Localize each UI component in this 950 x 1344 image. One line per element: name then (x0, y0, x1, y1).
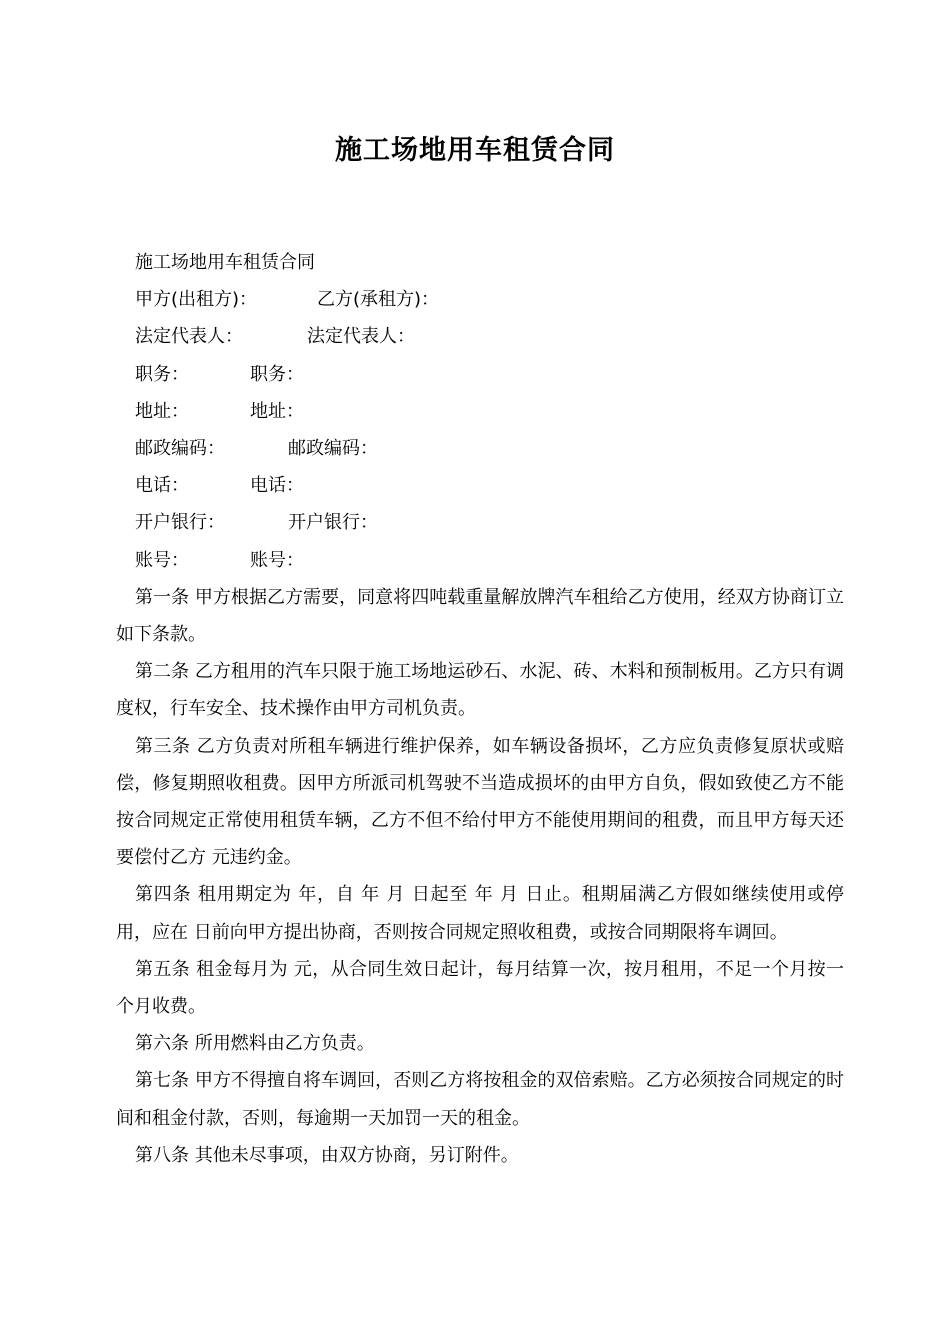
lessee-label: 乙方(承租方)： (317, 289, 440, 311)
lessee-position-label: 职务： (250, 363, 304, 385)
lessee-postcode-label: 邮政编码： (288, 438, 378, 460)
party-line-address (116, 393, 844, 430)
article-1: 第一条 甲方根据乙方需要，同意将四吨载重量解放牌汽车租给乙方使用，经双方协商订立如下条款。 (116, 586, 844, 646)
lessee-account-label: 账号： (250, 549, 304, 571)
article-5: 第五条 租金每月为 元，从合同生效日起计，每月结算一次，按月租用，不足一个月按一个月收费。 (116, 958, 844, 1018)
lessor-address-label: 地址： (135, 400, 189, 422)
party-line-bank (116, 504, 844, 541)
party-line-legal-rep (116, 318, 844, 355)
party-line-postcode (116, 430, 844, 467)
lessor-bank-label: 开户银行： (135, 512, 225, 534)
party-line-lessor-lessee (116, 281, 844, 318)
article-7: 第七条 甲方不得擅自将车调回，否则乙方将按租金的双倍索赔。乙方必须按合同规定的时间和租金付款，否则，每逾期一天加罚一天的租金。 (116, 1070, 844, 1129)
party-line-account (116, 542, 844, 579)
lessor-label: 甲方(出租方)： (135, 289, 258, 311)
article-8: 第八条 其他未尽事项，由双方协商，另订附件。 (135, 1144, 519, 1166)
article-2: 第二条 乙方租用的汽车只限于施工场地运砂石、水泥、砖、木料和预制板用。乙方只有调度权，行车安全、技术操作由甲方司机负责。 (116, 661, 844, 720)
lessor-account-label: 账号： (135, 549, 189, 571)
lessor-position-label: 职务： (135, 363, 189, 385)
lessee-legal-rep-label: 法定代表人： (307, 326, 415, 348)
lessee-address-label: 地址： (250, 400, 304, 422)
lessee-bank-label: 开户银行： (288, 512, 378, 534)
article-3: 第三条 乙方负责对所租车辆进行维护保养，如车辆设备损坏，乙方应负责修复原状或赔偿，修复期照收租费。因甲方所派司机驾驶不当造成损坏的由甲方自负，假如致使乙方不能按合同规定正常使用租赁车辆，乙方不但不给付甲方不能使用期间的租费，而且甲方每天还要偿付乙方 元违约金。 (116, 735, 844, 869)
lessor-postcode-label: 邮政编码： (135, 438, 225, 460)
lessor-legal-rep-label: 法定代表人： (135, 326, 243, 348)
document-title: 施工场地用车租赁合同 (335, 135, 615, 166)
party-line-position (116, 356, 844, 393)
document-body (116, 244, 844, 1174)
lessor-phone-label: 电话： (135, 475, 189, 497)
lessee-phone-label: 电话： (250, 475, 304, 497)
article-6: 第六条 所用燃料由乙方负责。 (135, 1033, 375, 1055)
contract-subtitle: 施工场地用车租赁合同 (135, 252, 315, 273)
party-line-phone (116, 467, 844, 504)
article-4: 第四条 租用期定为 年，自 年 月 日起至 年 月 日止。租期届满乙方假如继续使用或停用，应在 日前向甲方提出协商，否则按合同规定照收租费，或按合同期限将车调回。 (116, 884, 844, 943)
